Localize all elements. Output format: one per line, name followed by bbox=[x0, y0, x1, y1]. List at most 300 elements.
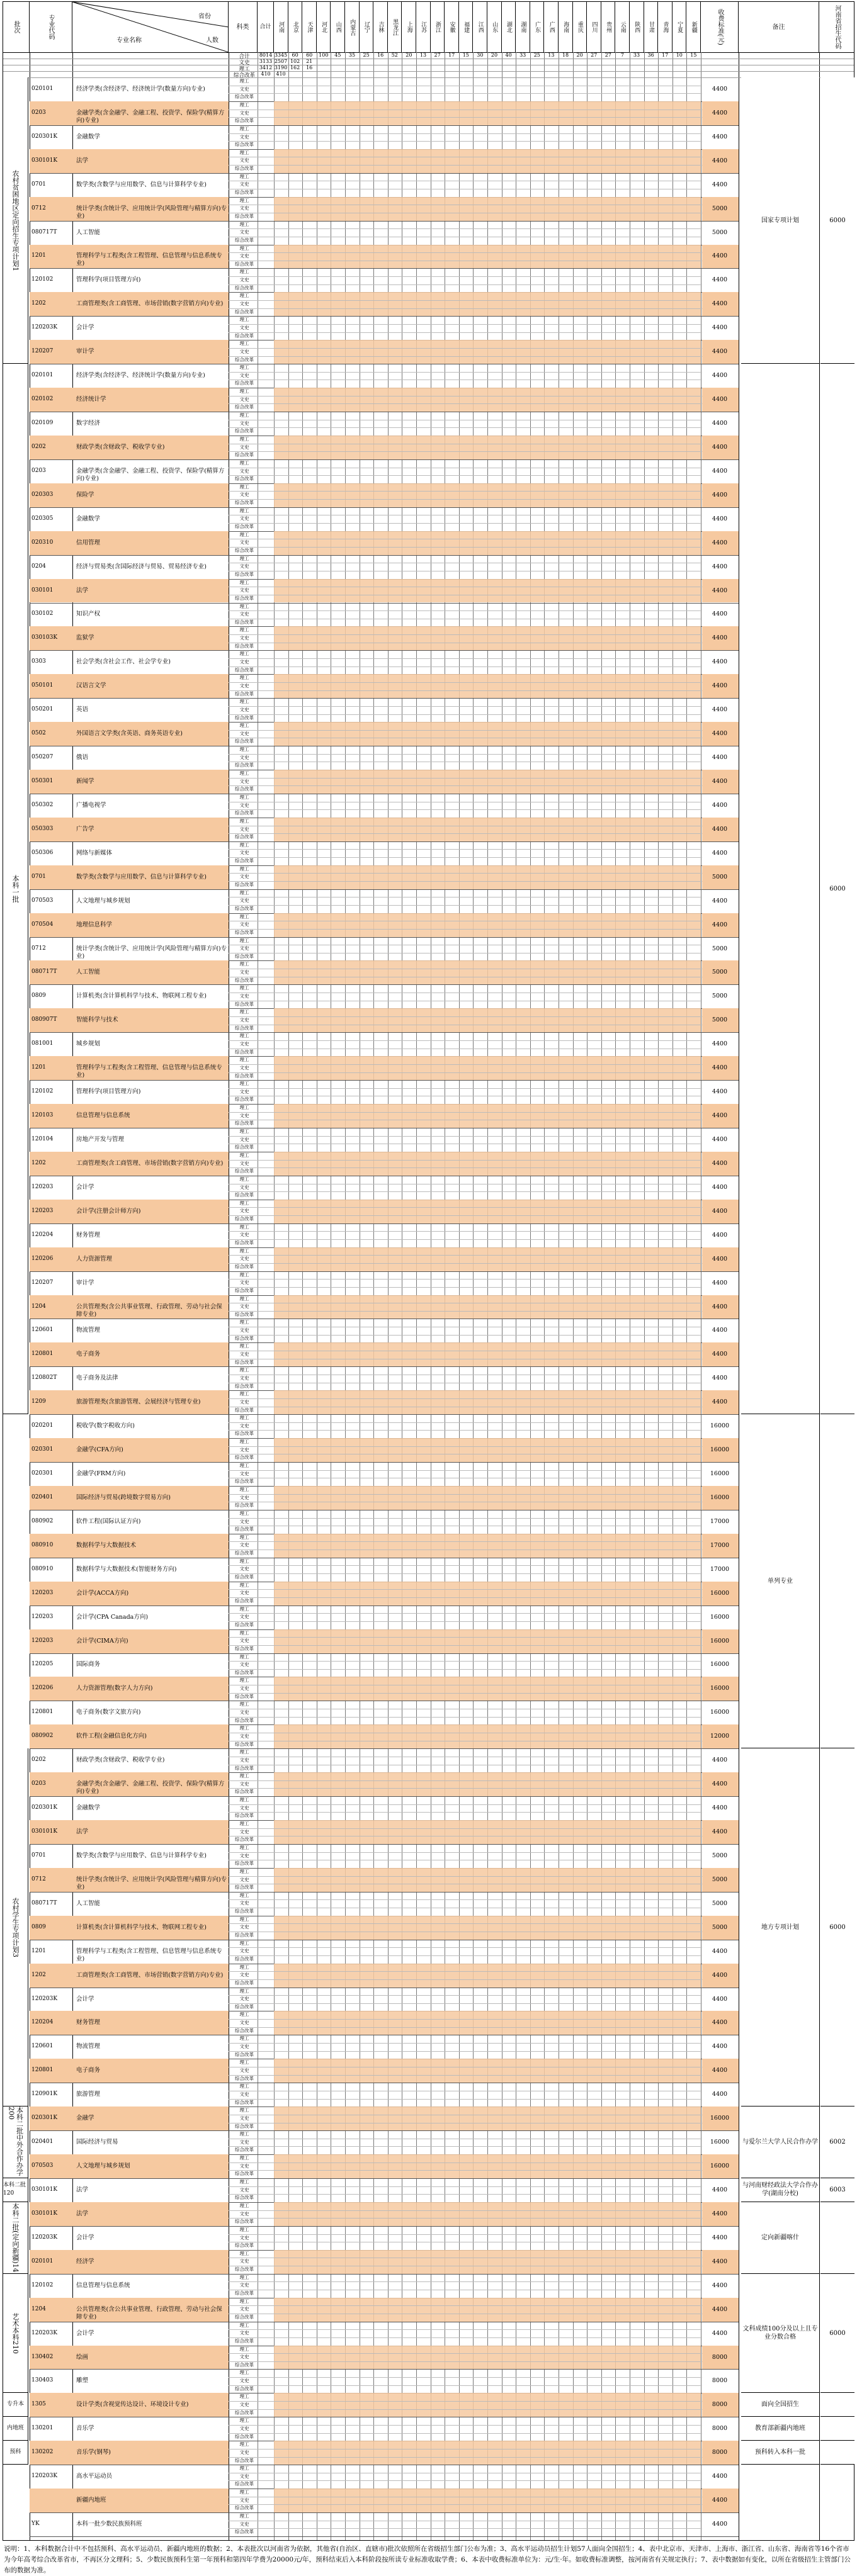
major-code: 020301K bbox=[31, 2115, 58, 2122]
row-subject: 综合改革 bbox=[235, 2195, 254, 2201]
major-code: 030101K bbox=[31, 1828, 58, 1835]
row-subject: 文史 bbox=[239, 86, 249, 92]
row-subject: 文史 bbox=[239, 1638, 249, 1644]
major-code: 020401 bbox=[31, 1493, 54, 1500]
row-subject: 理工 bbox=[239, 507, 249, 514]
row-subject: 综合改革 bbox=[235, 1240, 254, 1246]
row-subject: 理工 bbox=[239, 1295, 249, 1302]
row-subject: 综合改革 bbox=[235, 2219, 254, 2225]
sub-row-divider bbox=[229, 252, 702, 253]
major-name: 工商管理类(含工商管理、市场营销(数字营销方向)专业) bbox=[76, 1159, 224, 1167]
major-name: 人文地理与城乡规划 bbox=[76, 897, 130, 904]
major-fee: 4400 bbox=[712, 2329, 728, 2337]
major-name: 监狱学 bbox=[76, 634, 94, 642]
header-province: 内蒙古 bbox=[345, 2, 360, 52]
major-code: 1202 bbox=[31, 1159, 46, 1166]
major-fee: 4400 bbox=[712, 300, 728, 308]
major-fee: 4400 bbox=[712, 1303, 728, 1310]
major-fee: 16000 bbox=[710, 1709, 730, 1716]
summary-subject: 理工 bbox=[239, 66, 250, 72]
sub-row-divider bbox=[229, 2170, 702, 2171]
sub-row-divider bbox=[229, 1852, 702, 1853]
row-subject: 文史 bbox=[239, 1184, 249, 1190]
row-subject: 文史 bbox=[239, 1709, 249, 1716]
row-highlight bbox=[274, 1008, 701, 1032]
column-divider bbox=[819, 52, 820, 2540]
row-divider bbox=[30, 1653, 739, 1654]
row-subject: 综合改革 bbox=[235, 524, 254, 530]
major-name: 国际经济与贸易(跨境数字贸易方向) bbox=[76, 1493, 171, 1501]
major-name: 国际商务 bbox=[76, 1661, 101, 1668]
major-name: 电子商务 bbox=[76, 2067, 101, 2074]
row-subject: 文史 bbox=[239, 2044, 249, 2050]
major-name: 会计学(CIMA方向) bbox=[76, 1637, 128, 1645]
row-highlight bbox=[274, 1390, 701, 1414]
row-subject: 理工 bbox=[239, 1081, 249, 1087]
row-subject: 理工 bbox=[239, 2441, 249, 2448]
major-name: 法学 bbox=[76, 2186, 89, 2193]
row-subject: 综合改革 bbox=[235, 1860, 254, 1867]
row-subject: 理工 bbox=[239, 1582, 249, 1588]
sub-row-divider bbox=[229, 849, 702, 850]
major-name: 计算机类(含计算机科学与技术、物联网工程专业) bbox=[76, 993, 207, 1000]
major-code: 120207 bbox=[31, 348, 54, 355]
sub-row-divider bbox=[229, 1717, 702, 1718]
enrollment-code-cell: 6000 bbox=[820, 364, 854, 1414]
major-code: 0203 bbox=[31, 467, 46, 474]
summary-value: 10 bbox=[676, 52, 683, 58]
row-subject: 文史 bbox=[239, 2449, 249, 2455]
row-subject: 文史 bbox=[239, 420, 249, 426]
major-fee: 17000 bbox=[710, 1565, 730, 1573]
header-code2: 河南省招生代码 bbox=[834, 5, 841, 49]
sub-row-divider bbox=[229, 1016, 702, 1017]
row-highlight bbox=[274, 818, 701, 841]
row-subject: 理工 bbox=[239, 2322, 249, 2328]
major-name: 管理科学(项目管理方向) bbox=[76, 276, 141, 284]
row-subject: 文史 bbox=[239, 181, 249, 188]
row-subject: 理工 bbox=[239, 2155, 249, 2161]
major-code: 020109 bbox=[31, 420, 54, 426]
row-divider bbox=[30, 889, 739, 890]
major-name: 地理信息科学 bbox=[76, 921, 113, 928]
row-subject: 文史 bbox=[239, 1662, 249, 1668]
major-code: 120203K bbox=[31, 2234, 58, 2241]
major-fee: 4400 bbox=[712, 2473, 728, 2480]
sub-row-divider bbox=[229, 754, 702, 755]
major-code: 0203 bbox=[31, 1780, 46, 1787]
row-subject: 综合改革 bbox=[235, 1669, 254, 1675]
major-fee: 4400 bbox=[712, 1351, 728, 1358]
summary-value: 17 bbox=[448, 52, 455, 58]
sub-row-divider bbox=[229, 1812, 702, 1813]
sub-row-divider bbox=[229, 1589, 702, 1590]
sub-row-divider bbox=[229, 228, 702, 229]
major-name: 音乐学(钢琴) bbox=[76, 2449, 111, 2456]
row-subject: 综合改革 bbox=[235, 1574, 254, 1580]
header-batch: 批次 bbox=[3, 2, 30, 52]
row-highlight bbox=[274, 1200, 701, 1223]
sub-row-divider bbox=[229, 706, 702, 707]
major-code: 0712 bbox=[31, 945, 46, 952]
row-highlight bbox=[274, 1295, 701, 1319]
major-fee: 4400 bbox=[712, 2258, 728, 2265]
major-name: 人力资源管理(数字人力方向) bbox=[76, 1685, 153, 1692]
row-subject: 理工 bbox=[239, 1677, 249, 1684]
row-subject: 理工 bbox=[239, 889, 249, 896]
row-subject: 文史 bbox=[239, 539, 249, 546]
remark-cell bbox=[741, 364, 819, 1414]
row-divider bbox=[30, 1366, 739, 1367]
major-name: 财务管理 bbox=[76, 2019, 101, 2027]
row-subject: 文史 bbox=[239, 1852, 249, 1859]
sub-row-divider bbox=[229, 610, 702, 611]
major-code: 120203 bbox=[31, 1589, 54, 1596]
major-name: 会计学 bbox=[76, 324, 94, 332]
row-subject: 综合改革 bbox=[235, 2385, 254, 2392]
major-name: 管理科学与工程类(含工程管理、信息管理与信息系统专业) bbox=[76, 252, 222, 267]
major-fee: 4400 bbox=[712, 1088, 728, 1096]
row-subject: 理工 bbox=[239, 2011, 249, 2018]
row-subject: 综合改革 bbox=[235, 953, 254, 959]
row-subject: 文史 bbox=[239, 1422, 249, 1429]
summary-total: 3133 bbox=[259, 59, 273, 64]
row-subject: 理工 bbox=[239, 1701, 249, 1707]
summary-value: 20 bbox=[406, 52, 412, 58]
major-fee: 16000 bbox=[710, 2115, 730, 2122]
row-subject: 理工 bbox=[239, 1653, 249, 1660]
major-name: 财务管理 bbox=[76, 1231, 101, 1239]
major-fee: 4400 bbox=[712, 849, 728, 857]
row-subject: 文史 bbox=[239, 659, 249, 665]
sub-row-divider bbox=[229, 2353, 702, 2354]
header-remark: 备注 bbox=[739, 2, 819, 52]
summary-value: 27 bbox=[591, 52, 598, 58]
major-name: 外国语言文学类(含英语、商务英语专业) bbox=[76, 730, 183, 738]
row-subject: 理工 bbox=[239, 412, 249, 419]
major-fee: 4400 bbox=[712, 467, 728, 475]
row-divider bbox=[30, 2274, 739, 2275]
row-subject: 理工 bbox=[239, 627, 249, 633]
row-highlight bbox=[274, 2441, 701, 2465]
header-province: 江西 bbox=[473, 2, 487, 52]
major-code: 120204 bbox=[31, 2019, 54, 2026]
row-subject: 综合改革 bbox=[235, 142, 254, 148]
sub-row-divider bbox=[229, 284, 702, 285]
row-highlight bbox=[274, 2298, 701, 2322]
row-subject: 理工 bbox=[239, 1940, 249, 1946]
major-name: 音乐学 bbox=[76, 2425, 94, 2433]
major-code: 1202 bbox=[31, 1971, 46, 1978]
row-subject: 文史 bbox=[239, 2091, 249, 2097]
summary-value: 16 bbox=[306, 65, 313, 70]
table-header bbox=[3, 2, 854, 53]
sub-row-divider bbox=[229, 133, 702, 134]
row-subject: 综合改革 bbox=[235, 213, 254, 219]
summary-value: 17 bbox=[662, 52, 669, 58]
row-highlight bbox=[274, 2154, 701, 2178]
row-subject: 理工 bbox=[239, 269, 249, 275]
sub-row-divider bbox=[229, 873, 702, 874]
sub-row-divider bbox=[229, 1828, 702, 1829]
summary-value: 45 bbox=[334, 52, 341, 58]
row-subject: 理工 bbox=[239, 2393, 249, 2400]
row-subject: 文史 bbox=[239, 1016, 249, 1023]
major-code: 0712 bbox=[31, 205, 46, 211]
enrollment-plan-table bbox=[3, 1, 854, 2541]
major-fee: 4400 bbox=[712, 515, 728, 522]
row-divider bbox=[30, 1032, 739, 1033]
major-fee: 4400 bbox=[712, 1375, 728, 1382]
header-total: 合计 bbox=[258, 2, 274, 52]
major-code: 120601 bbox=[31, 1327, 54, 1334]
major-code: 050306 bbox=[31, 849, 54, 856]
sub-row-divider bbox=[229, 2377, 702, 2378]
sub-row-divider bbox=[229, 634, 702, 635]
sub-row-divider bbox=[229, 1597, 702, 1598]
row-subject: 理工 bbox=[239, 317, 249, 323]
row-subject: 综合改革 bbox=[235, 643, 254, 649]
row-subject: 理工 bbox=[239, 1510, 249, 1516]
row-highlight bbox=[274, 2393, 701, 2417]
row-subject: 文史 bbox=[239, 1208, 249, 1214]
row-subject: 综合改革 bbox=[235, 1955, 254, 1962]
major-code: 130202 bbox=[31, 2449, 54, 2456]
row-subject: 文史 bbox=[239, 1804, 249, 1811]
sub-row-divider bbox=[229, 2504, 702, 2505]
row-subject: 综合改革 bbox=[235, 1335, 254, 1341]
major-name: 数据科学与大数据技术 bbox=[76, 1541, 137, 1549]
row-highlight bbox=[274, 2489, 701, 2512]
header-province: 重庆 bbox=[573, 2, 587, 52]
major-name: 公共管理类(含公共事业管理、行政管理、劳动与社会保障专业) bbox=[76, 2305, 222, 2320]
row-subject: 综合改革 bbox=[235, 189, 254, 196]
summary-value: 2507 bbox=[274, 59, 288, 64]
major-fee: 4400 bbox=[712, 1231, 728, 1239]
summary-subject: 文史 bbox=[239, 60, 250, 66]
row-subject: 综合改革 bbox=[235, 1407, 254, 1413]
major-fee: 4400 bbox=[712, 1995, 728, 2003]
major-code: 120203K bbox=[31, 1995, 58, 2002]
major-code: 120203 bbox=[31, 1613, 54, 1620]
row-subject: 理工 bbox=[239, 555, 249, 561]
row-subject: 理工 bbox=[239, 675, 249, 681]
row-subject: 综合改革 bbox=[235, 1741, 254, 1747]
major-code: 080902 bbox=[31, 1517, 54, 1524]
row-highlight bbox=[274, 1772, 701, 1796]
row-subject: 综合改革 bbox=[235, 2171, 254, 2177]
major-name: 会计学 bbox=[76, 2329, 94, 2337]
major-code: 020101 bbox=[31, 2258, 54, 2264]
sub-row-divider bbox=[229, 2186, 702, 2187]
major-code: 020301 bbox=[31, 1446, 54, 1453]
major-code: 120203K bbox=[31, 324, 58, 331]
row-subject: 综合改革 bbox=[235, 1550, 254, 1556]
row-subject: 理工 bbox=[239, 1558, 249, 1564]
row-subject: 文史 bbox=[239, 1518, 249, 1524]
major-fee: 4400 bbox=[712, 1947, 728, 1955]
row-subject: 理工 bbox=[239, 2346, 249, 2352]
row-subject: 理工 bbox=[239, 436, 249, 442]
row-subject: 综合改革 bbox=[235, 1359, 254, 1365]
major-fee: 4400 bbox=[712, 2186, 728, 2193]
sub-row-divider bbox=[229, 2043, 702, 2044]
sub-row-divider bbox=[229, 1112, 702, 1113]
summary-value: 60 bbox=[306, 52, 313, 58]
header-province: 广西 bbox=[544, 2, 559, 52]
sub-row-divider bbox=[229, 427, 702, 428]
sub-row-divider bbox=[229, 1160, 702, 1161]
major-fee: 4400 bbox=[712, 2521, 728, 2528]
major-name: 数据科学与大数据技术(智能财务方向) bbox=[76, 1565, 177, 1573]
row-subject: 文史 bbox=[239, 754, 249, 760]
major-name: 旅游管理 bbox=[76, 2091, 101, 2098]
row-subject: 理工 bbox=[239, 1343, 249, 1349]
remark-cell: 预科转入本科一批 bbox=[741, 2441, 819, 2465]
batch-cell: 预科 bbox=[3, 2441, 28, 2465]
row-subject: 文史 bbox=[239, 1232, 249, 1238]
major-code: 120102 bbox=[31, 2281, 54, 2288]
major-code: 080717T bbox=[31, 1899, 57, 1906]
major-fee: 4400 bbox=[712, 443, 728, 451]
row-subject: 理工 bbox=[239, 364, 249, 371]
row-subject: 综合改革 bbox=[235, 356, 254, 363]
major-name: 城乡规划 bbox=[76, 1040, 101, 1048]
row-subject: 综合改革 bbox=[235, 1932, 254, 1938]
row-subject: 理工 bbox=[239, 2298, 249, 2304]
major-fee: 4400 bbox=[712, 1828, 728, 1835]
row-divider bbox=[30, 2369, 739, 2370]
row-subject: 文史 bbox=[239, 492, 249, 498]
row-subject: 文史 bbox=[239, 2210, 249, 2217]
summary-value: 15 bbox=[690, 52, 697, 58]
row-subject: 理工 bbox=[239, 1439, 249, 1445]
sub-row-divider bbox=[229, 1136, 702, 1137]
row-subject: 综合改革 bbox=[235, 2529, 254, 2535]
major-code: 120205 bbox=[31, 1661, 54, 1668]
remark-cell: 定向新疆喀什 bbox=[741, 2202, 819, 2274]
major-code: 1202 bbox=[31, 300, 46, 307]
major-name: 数字经济 bbox=[76, 420, 101, 427]
row-subject: 综合改革 bbox=[235, 1598, 254, 1604]
major-name: 金融数学 bbox=[76, 133, 101, 140]
row-highlight bbox=[274, 149, 701, 173]
row-subject: 文史 bbox=[239, 2234, 249, 2241]
row-subject: 理工 bbox=[239, 1105, 249, 1111]
major-fee: 5000 bbox=[712, 1852, 728, 1859]
major-fee: 4400 bbox=[712, 133, 728, 140]
row-highlight bbox=[274, 1104, 701, 1128]
row-subject: 综合改革 bbox=[235, 308, 254, 315]
row-subject: 文史 bbox=[239, 1733, 249, 1739]
major-code: 080717T bbox=[31, 969, 57, 976]
row-highlight bbox=[274, 770, 701, 794]
major-fee: 12000 bbox=[710, 1733, 730, 1740]
sub-row-divider bbox=[229, 1971, 702, 1972]
header-fee: 收费标准(元) bbox=[702, 2, 739, 52]
row-highlight bbox=[274, 722, 701, 746]
row-subject: 文史 bbox=[239, 1924, 249, 1930]
row-subject: 综合改革 bbox=[235, 2027, 254, 2033]
row-subject: 理工 bbox=[239, 1391, 249, 1397]
row-highlight bbox=[274, 1868, 701, 1892]
row-divider bbox=[30, 650, 739, 651]
row-subject: 综合改革 bbox=[235, 834, 254, 840]
row-subject: 综合改革 bbox=[235, 1001, 254, 1007]
major-name: 会计学 bbox=[76, 2234, 94, 2241]
sub-row-divider bbox=[229, 547, 702, 548]
row-subject: 理工 bbox=[239, 2083, 249, 2089]
row-subject: 综合改革 bbox=[235, 1645, 254, 1651]
row-subject: 综合改革 bbox=[235, 882, 254, 888]
sub-row-divider bbox=[229, 1518, 702, 1519]
row-subject: 综合改革 bbox=[235, 810, 254, 816]
major-name: 人工智能 bbox=[76, 228, 101, 236]
major-fee: 4400 bbox=[712, 658, 728, 666]
major-name: 英语 bbox=[76, 706, 89, 714]
row-subject: 理工 bbox=[239, 197, 249, 203]
row-highlight bbox=[274, 1916, 701, 1940]
major-name: 新疆内地班 bbox=[76, 2497, 106, 2504]
major-fee: 4400 bbox=[712, 420, 728, 427]
major-code: 120802T bbox=[31, 1375, 57, 1381]
row-subject: 综合改革 bbox=[235, 1192, 254, 1198]
row-subject: 综合改革 bbox=[235, 380, 254, 386]
header-province: 安徽 bbox=[445, 2, 459, 52]
major-name: 信用管理 bbox=[76, 539, 101, 546]
sub-row-divider bbox=[229, 1541, 702, 1542]
major-name: 信息管理与信息系统 bbox=[76, 2281, 130, 2289]
major-name: 工商管理类(含工商管理、市场营销(数字营销方向)专业) bbox=[76, 1971, 224, 1979]
major-fee: 4400 bbox=[712, 252, 728, 260]
row-subject: 综合改革 bbox=[235, 2099, 254, 2105]
major-fee: 4400 bbox=[712, 825, 728, 833]
row-highlight bbox=[274, 960, 701, 984]
sub-row-divider bbox=[229, 1215, 702, 1216]
summary-value: 33 bbox=[633, 52, 640, 58]
major-fee: 5000 bbox=[712, 945, 728, 952]
major-code: 1201 bbox=[31, 1947, 46, 1954]
sub-row-divider bbox=[229, 93, 702, 94]
row-divider bbox=[30, 1748, 739, 1749]
row-subject: 综合改革 bbox=[235, 1168, 254, 1174]
major-fee: 5000 bbox=[712, 1016, 728, 1024]
major-fee: 16000 bbox=[710, 1613, 730, 1621]
major-fee: 16000 bbox=[710, 1470, 730, 1478]
header-province: 青海 bbox=[658, 2, 673, 52]
row-subject: 文史 bbox=[239, 1351, 249, 1358]
row-subject: 综合改革 bbox=[235, 261, 254, 267]
major-code: 0502 bbox=[31, 730, 46, 737]
major-code: 120104 bbox=[31, 1135, 54, 1142]
sub-row-divider bbox=[229, 1613, 702, 1614]
major-code: 120102 bbox=[31, 276, 54, 283]
row-highlight bbox=[274, 1534, 701, 1558]
row-highlight bbox=[274, 101, 701, 125]
sub-row-divider bbox=[229, 857, 702, 858]
row-subject: 理工 bbox=[239, 245, 249, 251]
row-subject: 综合改革 bbox=[235, 1287, 254, 1293]
row-subject: 理工 bbox=[239, 173, 249, 179]
major-name: 统计学类(含统计学、应用统计学(风险管理与精算方向)专业) bbox=[76, 1876, 227, 1891]
row-subject: 综合改革 bbox=[235, 118, 254, 124]
major-code: 120207 bbox=[31, 1279, 54, 1286]
row-subject: 理工 bbox=[239, 2131, 249, 2137]
summary-value: 20 bbox=[576, 52, 583, 58]
major-name: 本科一批少数民族预科班 bbox=[76, 2521, 142, 2528]
major-name: 会计学 bbox=[76, 1995, 94, 2003]
major-code: 120203 bbox=[31, 1183, 54, 1190]
